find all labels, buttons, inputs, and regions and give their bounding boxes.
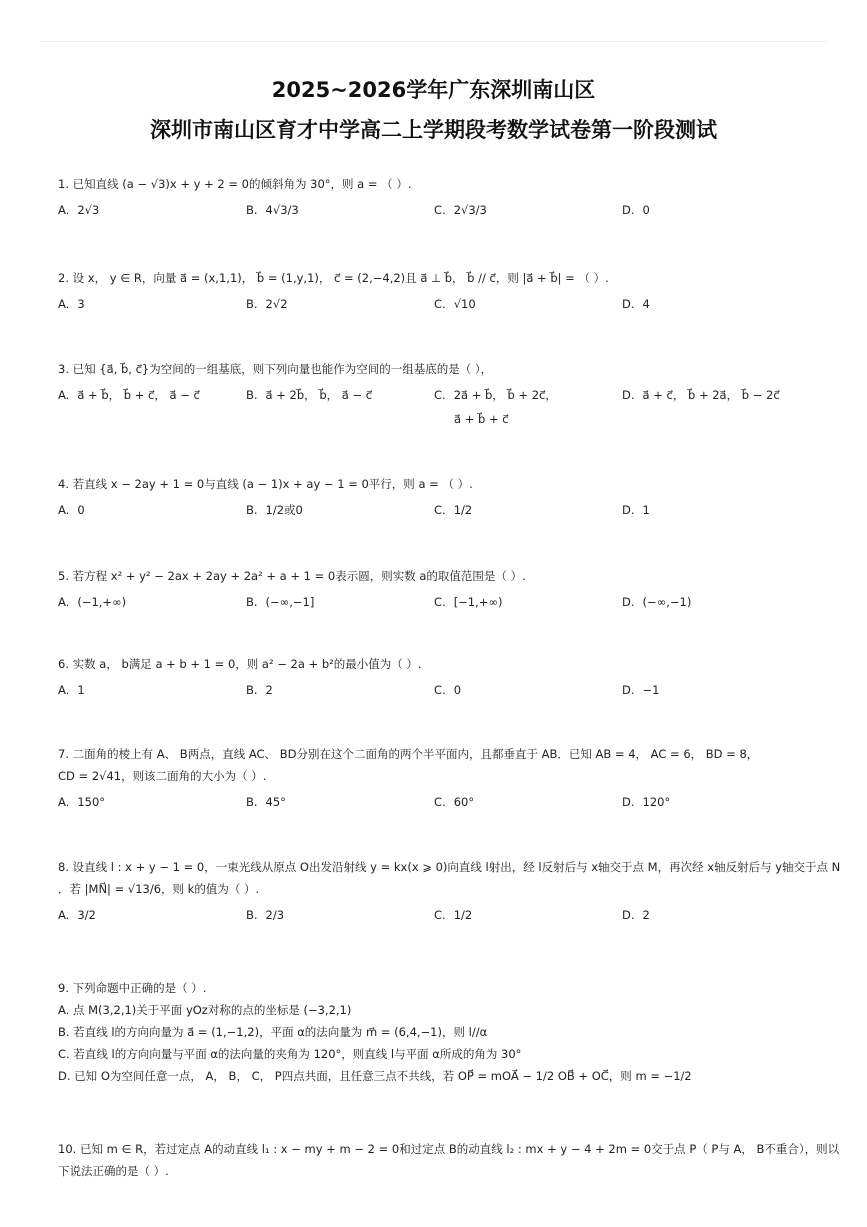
option-c: C. 2√3/3 [434,203,487,217]
question-9 [58,977,818,1087]
question-stem: 9. 下列命题中正确的是（ ）. [58,981,207,995]
option-a: A. 3/2 [58,908,96,922]
option-a: A. 3 [58,297,85,311]
question-stem: 4. 若直线 x − 2ay + 1 = 0与直线 (a − 1)x + ay − 1 = 0平行，则 a = （ ）. [58,477,473,491]
question-stem-line2: ．若 |MN⃗| = √13/6，则 k的值为（ ）. [58,882,260,896]
option-c: C. 若直线 l的方向向量与平面 α的法向量的夹角为 120°，则直线 l与平面 α所成的角为 30° [58,1047,522,1061]
question-stem: 5. 若方程 x² + y² − 2ax + 2ay + 2a² + a + 1 = 0表示圆，则实数 a的取值范围是（ ）. [58,569,526,583]
question-5 [58,565,818,613]
option-d: D. (−∞,−1) [622,595,692,609]
option-a: A. a⃗ + b⃗， b⃗ + c⃗， a⃗ − c⃗ [58,388,200,402]
option-a: A. 150° [58,795,106,809]
question-3 [58,358,818,430]
option-row [58,679,818,701]
option-b: B. (−∞,−1] [246,595,315,609]
option-c: C. √10 [434,297,476,311]
option-c: C. 60° [434,795,475,809]
option-b: B. 4√3/3 [246,203,299,217]
option-d: D. 4 [622,297,650,311]
question-stem: 8. 设直线 l : x + y − 1 = 0，一束光线从原点 O出发沿射线 y = kx(x ⩾ 0)向直线 l射出，经 l反射后与 x轴交于点 M，再次经 x轴反射后与 y轴交于点 N [58,860,841,874]
question-8 [58,856,841,926]
option-a: A. (−1,+∞) [58,595,127,609]
option-b: B. 45° [246,795,286,809]
question-stem: 7. 二面角的棱上有 A、 B两点，直线 AC、 BD分别在这个二面角的两个半平面内，且都垂直于 AB．已知 AB = 4， AC = 6， BD = 8， [58,747,759,761]
option-c: C. 1/2 [434,503,473,517]
question-stem-line2: 下说法正确的是（ ）. [58,1164,169,1178]
option-d: D. 1 [622,503,650,517]
option-c: C. 0 [434,683,462,697]
question-stem: 6. 实数 a， b满足 a + b + 1 = 0，则 a² − 2a + b²的最小值为（ ）. [58,657,422,671]
option-b: B. 2 [246,683,273,697]
option-d: D. 已知 O为空间任意一点， A， B， C， P四点共面，且任意三点不共线，若 OP⃗ = mOA⃗ − 1/2 OB⃗ + OC⃗，则 m = −1/2 [58,1069,692,1083]
option-row [58,791,818,813]
top-divider [40,41,827,42]
option-c: C. 2a⃗ + b⃗， b⃗ + 2c⃗， [434,388,557,402]
option-a: A. 0 [58,503,85,517]
question-stem: 3. 已知 {a⃗, b⃗, c⃗}为空间的一组基底，则下列向量也能作为空间的一组基底的是（ ）， [58,362,493,376]
question-stem-line2: CD = 2√41，则该二面角的大小为（ ）. [58,769,267,783]
exam-title-line1: 2025~2026学年广东深圳南山区 [271,78,596,102]
option-b: B. 1/2或0 [246,503,303,517]
option-b: B. 若直线 l的方向向量为 a⃗ = (1,−1,2)，平面 α的法向量为 m⃗ = (6,4,−1)，则 l//α [58,1025,488,1039]
option-d: D. −1 [622,683,660,697]
option-row [58,384,818,406]
option-c: C. 1/2 [434,908,473,922]
option-d: D. 0 [622,203,650,217]
exam-title-line2: 深圳市南山区育才中学高二上学期段考数学试卷第一阶段测试 [150,118,717,142]
question-4 [58,473,818,521]
option-c: C. [−1,+∞) [434,595,503,609]
question-stem: 10. 已知 m ∈ R，若过定点 A的动直线 l₁ : x − my + m − 2 = 0和过定点 B的动直线 l₂ : mx + y − 4 + 2m = 0交于点 P（ P与 A， B不重合），则以 [58,1142,840,1156]
option-a: A. 2√3 [58,203,100,217]
question-stem: 2. 设 x， y ∈ R，向量 a⃗ = (x,1,1)， b⃗ = (1,y,1)， c⃗ = (2,−4,2)且 a⃗ ⊥ b⃗， b⃗ // c⃗，则 |a⃗ + b⃗| = （ ）. [58,271,609,285]
question-stem: 1. 已知直线 (a − √3)x + y + 2 = 0的倾斜角为 30°，则 a = （ ）. [58,177,412,191]
option-row [58,499,818,521]
option-b: B. 2/3 [246,908,285,922]
question-10 [58,1138,840,1182]
option-b: B. 2√2 [246,297,288,311]
option-row [58,904,818,926]
question-2 [58,267,818,315]
option-row [58,591,818,613]
option-row [58,293,818,315]
option-d: D. 120° [622,795,671,809]
question-6 [58,653,818,701]
question-7 [58,743,818,813]
option-a: A. 1 [58,683,85,697]
option-a: A. 点 M(3,2,1)关于平面 yOz对称的点的坐标是 (−3,2,1) [58,1003,352,1017]
option-b: B. a⃗ + 2b⃗， b⃗， a⃗ − c⃗ [246,388,373,402]
option-c-continuation: a⃗ + b⃗ + c⃗ [454,412,509,426]
option-d: D. a⃗ + c⃗， b⃗ + 2a⃗， b⃗ − 2c⃗ [622,388,780,402]
option-row [58,199,818,221]
question-1 [58,173,818,221]
option-d: D. 2 [622,908,650,922]
